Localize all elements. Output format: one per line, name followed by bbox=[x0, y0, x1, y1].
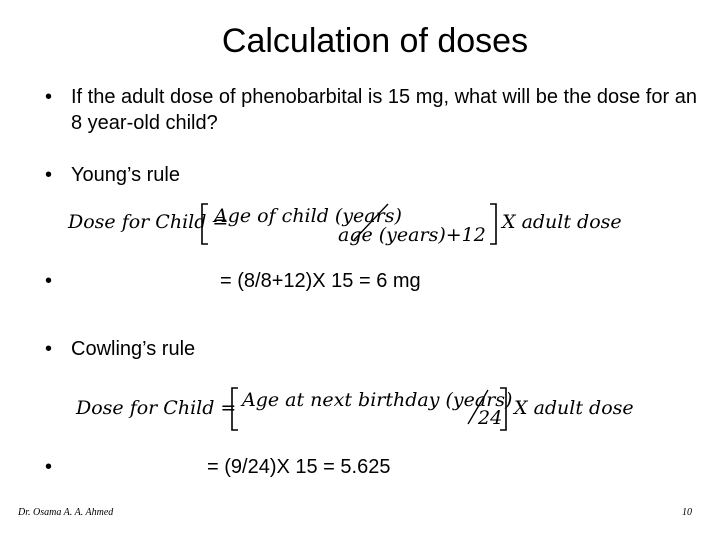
formula-denominator: 24 bbox=[478, 407, 503, 429]
formula-numerator: Age of child (years) bbox=[214, 205, 402, 227]
bullet-marker: • bbox=[45, 86, 53, 108]
question-text: If the adult dose of phenobarbital is 15 mg, what will be the dose for an 8 year-old child? bbox=[71, 86, 697, 134]
cowling-result-text: = (9/24)X 15 = 5.625 bbox=[207, 456, 391, 478]
cowling-rule-heading: Cowling’s rule bbox=[71, 338, 196, 360]
formula-rhs: X adult dose bbox=[514, 397, 634, 419]
bullet-marker: • bbox=[45, 456, 53, 478]
cowling-rule-bullet bbox=[45, 336, 195, 362]
question-bullet bbox=[45, 84, 705, 136]
formula-lhs: Dose for Child = bbox=[68, 211, 229, 233]
footer-author: Dr. Osama A. A. Ahmed bbox=[18, 507, 114, 518]
formula-denominator: age (years)+12 bbox=[338, 224, 486, 246]
page-number: 10 bbox=[682, 507, 692, 518]
young-rule-bullet bbox=[45, 162, 180, 188]
formula-bracket-right bbox=[490, 204, 496, 244]
young-result-text: = (8/8+12)X 15 = 6 mg bbox=[220, 270, 421, 292]
bullet-marker: • bbox=[45, 338, 53, 360]
formula-lhs: Dose for Child = bbox=[76, 397, 237, 419]
formula-numerator: Age at next birthday (years) bbox=[242, 389, 513, 411]
young-rule-heading: Young’s rule bbox=[71, 164, 180, 186]
bullet-marker: • bbox=[45, 270, 53, 292]
cowling-rule-formula bbox=[70, 380, 670, 436]
young-rule-formula bbox=[62, 196, 622, 252]
bullet-marker: • bbox=[45, 164, 53, 186]
formula-rhs: X adult dose bbox=[502, 211, 622, 233]
slide-title: Calculation of doses bbox=[221, 22, 529, 60]
